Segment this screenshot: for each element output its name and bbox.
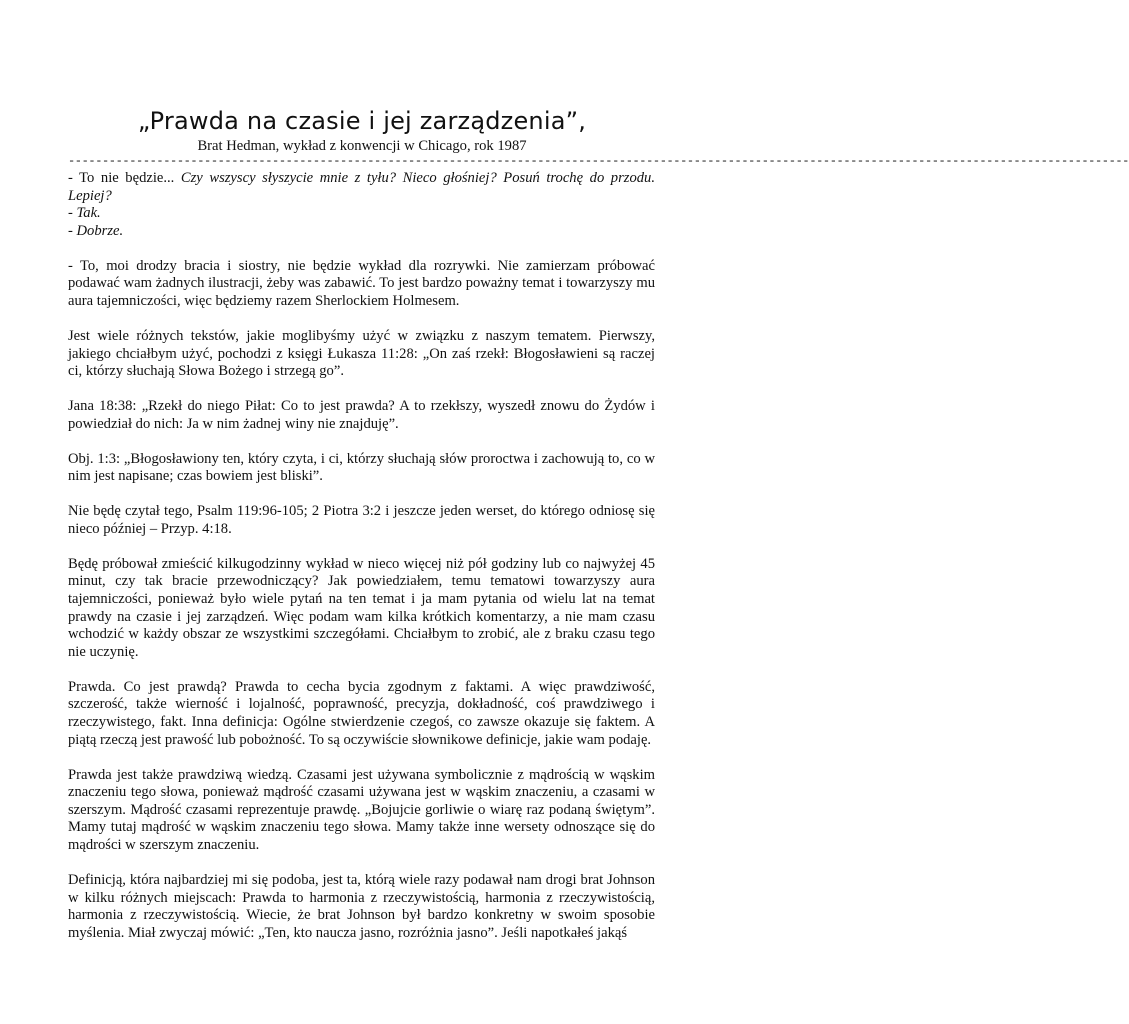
paragraph: Obj. 1:3: „Błogosławiony ten, który czyta, i ci, którzy słuchają słów proroctwa i zachowują to, co w nim jest napisane; czas bowiem jest bliski”. — [68, 450, 655, 485]
paragraph: - To, moi drodzy bracia i siostry, nie będzie wykład dla rozrywki. Nie zamierzam próbować podawać wam żadnych ilustracji, żeby was zabawić. To jest bardzo poważny temat i towarzyszy mu aura tajemniczości, więc będziemy razem Sherlockiem Holmesem. — [68, 257, 655, 309]
document-subtitle: Brat Hedman, wykład z konwencji w Chicago, rok 1987 — [197, 138, 527, 154]
paragraph: Jest wiele różnych tekstów, jakie moglibyśmy użyć w związku z naszym tematem. Pierwszy, jakiego chciałbym użyć, pochodzi z księgi Łukasza 11:28: „On zaś rzekł: Błogosławieni są raczej ci, którzy słuchają Słowa Bożego i strzegą go”. — [68, 327, 655, 380]
dialogue-line-3: - Dobrze. — [68, 222, 124, 239]
document-body — [68, 170, 655, 960]
dialogue-line-1-prefix: - To nie będzie... — [68, 170, 181, 186]
document-title: „Prawda na czasie i jej zarządzenia”, — [137, 107, 587, 135]
paragraph: Prawda. Co jest prawdą? Prawda to cecha bycia zgodnym z faktami. A więc prawdziwość, szczerość, także wierność i lojalność, poprawność, precyzja, dokładność, coś prawdziwego i rzeczywistego, fakt. Inna definicja: Ogólne stwierdzenie czegoś, co zawsze okazuje się faktem. A piątą rzeczą jest prawość lub pobożność. To są oczywiście słownikowe definicje, jakie wam podaję. — [68, 678, 655, 748]
paragraph: Definicją, która najbardziej mi się podoba, jest ta, którą wiele razy podawał nam drogi brat Johnson w kilku różnych miejscach: Prawda to harmonia z rzeczywistością, harmonia z rzeczywistością, harmonia z rzeczywistością. Wiecie, że brat Johnson był bardzo konkretny w swoim sposobie myślenia. Miał zwyczaj mówić: „Ten, kto naucza jasno, rozróżnia jasno”. Jeśli napotkałeś jakąś — [68, 871, 655, 941]
paragraph: Będę próbował zmieścić kilkugodzinny wykład w nieco więcej niż pół godziny lub co najwyżej 45 minut, czy tak bracie przewodniczący? Jak powiedziałem, temu tematowi towarzyszy aura tajemniczości, ponieważ było wiele pytań na ten temat i ja mam pytania od wielu lat na temat prawdy na czasie i jej zarządzeń. Więc podam wam kilka krótkich komentarzy, a nie mam czasu wchodzić w każdy obszar ze wszystkimi szczegółami. Chciałbym to zrobić, ale z braku czasu tego nie uczynię. — [68, 555, 655, 660]
paragraph: Prawda jest także prawdziwą wiedzą. Czasami jest używana symbolicznie z mądrością w wąskim znaczeniu tego słowa, ponieważ mądrość czasami używana jest w wąskim znaczeniu, a czasami w szerszym. Mądrość czasami reprezentuje prawdę. „Bojujcie gorliwie o wiarę raz podaną świętym”. Mamy tutaj mądrość w wąskim znaczeniu tego słowa. Mamy także inne wersety odnoszące się do mądrości w szerszym znaczeniu. — [68, 766, 655, 853]
dashed-divider: ------------------------------------------------------------------------------------------------------------------------------------------------------------ — [68, 154, 1129, 168]
dialogue-line-1 — [68, 170, 655, 205]
paragraph: Jana 18:38: „Rzekł do niego Piłat: Co to jest prawda? A to rzekłszy, wyszedł znowu do Żydów i powiedział do nich: Ja w nim żadnej winy nie znajduję”. — [68, 398, 655, 432]
paragraph: Nie będę czytał tego, Psalm 119:96-105; 2 Piotra 3:2 i jeszcze jeden werset, do którego odniosę się nieco później – Przyp. 4:18. — [68, 503, 655, 537]
dialogue-line-1-question: Czy wszyscy słyszycie mnie z tyłu? Nieco głośniej? Posuń trochę do przodu. Lepiej? — [68, 170, 655, 204]
dialogue-line-2: - Tak. — [68, 205, 101, 222]
